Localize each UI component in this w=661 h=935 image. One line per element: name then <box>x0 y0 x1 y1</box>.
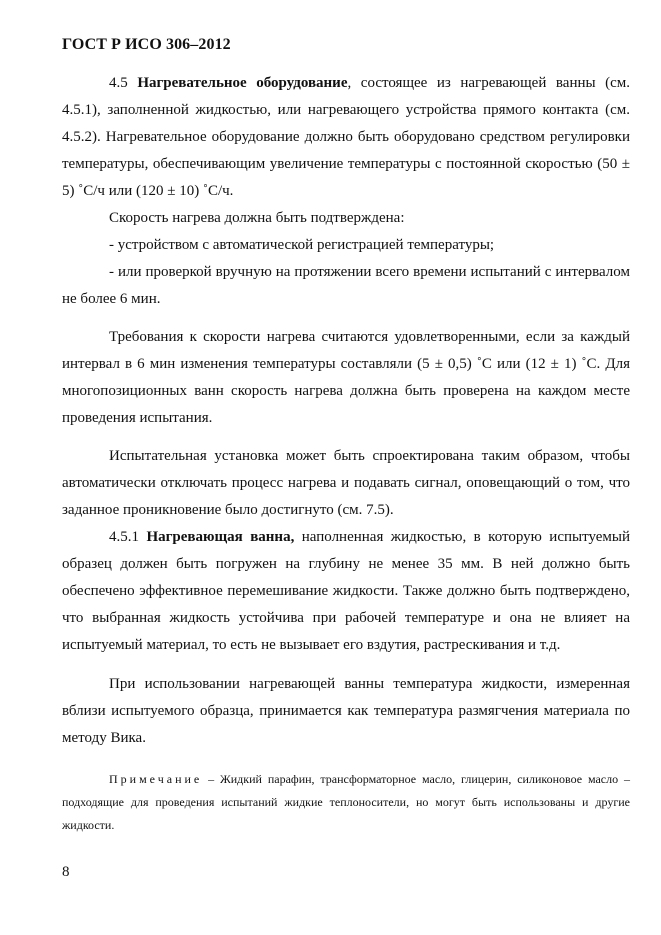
paragraph-text: наполненная жидкостью, в которую испытуемый образец должен быть погружен на глубину не менее 35 мм. В ней должно быть обеспечено эффективное перемешивание жидкости. Также должно быть подтверждено, что выбранная жидкость устойчива при рабочей температуре и она не влияет на испытуемый материал, то есть не вызывает его вздутия, растрескивания и т.д. <box>62 529 630 653</box>
requirements-paragraph: Требования к скорости нагрева считаются удовлетворенными, если за каждый интервал в 6 мин изменения температуры составляли (5 ± 0,5) ˚С или (12 ± 1) ˚С. Для многопозиционных ванн скорость нагрева должна быть проверена на каждом месте проведения испытания. <box>62 329 630 426</box>
section-number: 4.5 <box>109 75 128 91</box>
bath-temperature-paragraph: При использовании нагревающей ванны температура жидкости, измеренная вблизи испытуемого образца, принимается как температура размягчения материала по методу Вика. <box>62 676 630 746</box>
note-label: Примечание <box>109 772 203 786</box>
section-number: 4.5.1 <box>109 529 139 545</box>
section-title: Нагревательное оборудование <box>137 75 348 91</box>
paragraph-4-5-1 <box>62 524 630 659</box>
page-number: 8 <box>62 864 70 880</box>
heating-rate-item-1: - устройством с автоматической регистрацией температуры; <box>109 237 495 253</box>
note <box>62 768 630 837</box>
section-title: Нагревающая ванна, <box>146 529 295 545</box>
document-body <box>62 70 630 752</box>
note-text: – Жидкий парафин, трансформаторное масло, глицерин, силиконовое масло – подходящие для проведения испытаний жидкие теплоносители, но могут быть использованы и другие жидкости. <box>62 772 630 832</box>
heating-rate-intro: Скорость нагрева должна быть подтверждена: <box>109 210 405 226</box>
heating-rate-item-2: - или проверкой вручную на протяжении всего времени испытаний с интервалом не более 6 мин. <box>62 264 630 307</box>
document-header: ГОСТ Р ИСО 306–2012 <box>62 36 231 53</box>
paragraph-4-5 <box>62 70 630 205</box>
automatic-paragraph: Испытательная установка может быть спроектирована таким образом, чтобы автоматически отключать процесс нагрева и подавать сигнал, оповещающий о том, что заданное проникновение было достигнуто (см. 7.5). <box>62 448 630 518</box>
paragraph-text: , состоящее из нагревающей ванны (см. 4.5.1), заполненной жидкостью, или нагревающего устройства прямого контакта (см. 4.5.2). Нагревательное оборудование должно быть оборудовано средством регулировки температуры, обеспечивающим увеличение температуры с постоянной скоростью (50 ± 5) ˚С/ч или (120 ± 10) ˚С/ч. <box>62 75 631 199</box>
